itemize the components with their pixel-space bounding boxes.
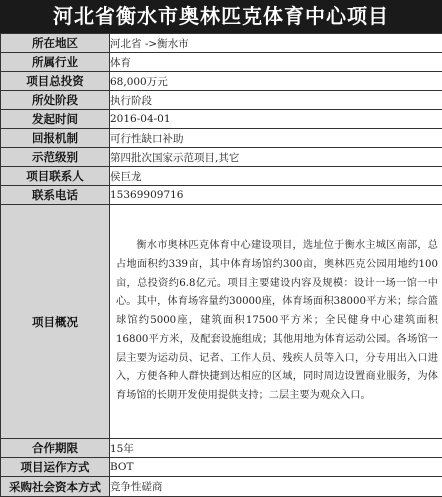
row-value: 可行性缺口补助	[110, 129, 442, 148]
table-row-total-investment	[1, 72, 442, 91]
row-label: 所属行业	[1, 53, 110, 72]
row-label: 所处阶段	[1, 91, 110, 110]
row-label: 项目运作方式	[1, 458, 110, 477]
table-row-region	[1, 34, 442, 53]
row-value: 68,000万元	[110, 72, 442, 91]
project-info-table	[0, 33, 442, 497]
table-row-industry	[1, 53, 442, 72]
row-label: 回报机制	[1, 129, 110, 148]
table-row-procurement-method	[1, 477, 442, 497]
row-value: 侯巨龙	[110, 167, 442, 186]
row-label: 合作期限	[1, 439, 110, 458]
row-value: 执行阶段	[110, 91, 442, 110]
row-value: 2016-04-01	[110, 110, 442, 129]
table-row-return-mechanism	[1, 129, 442, 148]
row-label: 发起时间	[1, 110, 110, 129]
table-row-cooperation-term	[1, 439, 442, 458]
table-row-overview	[1, 205, 442, 439]
table-row-contact-phone	[1, 186, 442, 205]
row-value: 竞争性磋商	[110, 477, 442, 497]
row-label: 项目概况	[1, 205, 110, 439]
table-row-launch-date	[1, 110, 442, 129]
row-value: 河北省 ->衡水市	[110, 34, 442, 53]
row-label: 采购社会资本方式	[1, 477, 110, 497]
page-title: 河北省衡水市奥林匹克体育中心项目	[0, 0, 442, 33]
row-label: 示范级别	[1, 148, 110, 167]
table-row-demo-level	[1, 148, 442, 167]
table-row-contact-person	[1, 167, 442, 186]
row-value: 第四批次国家示范项目,其它	[110, 148, 442, 167]
row-value: 15年	[110, 439, 442, 458]
row-label: 所在地区	[1, 34, 110, 53]
row-label: 联系电话	[1, 186, 110, 205]
row-value: 体育	[110, 53, 442, 72]
row-value: 15369909716	[110, 186, 442, 205]
table-row-stage	[1, 91, 442, 110]
row-value: BOT	[110, 458, 442, 477]
row-label: 项目联系人	[1, 167, 110, 186]
row-label: 项目总投资	[1, 72, 110, 91]
table-row-operation-mode	[1, 458, 442, 477]
project-overview-text: 衡水市奥林匹克体育中心建设项目，选址位于衡水主城区南部，总占地面积约339亩，其中体育场馆约300亩，奥林匹克公园用地约100亩，总投资约6.8亿元。项目主要建设内容及规模：设计一场一馆一中心。其中，体育场容量约30000座，体育场面积38000平方米；综合篮球馆约5000座，建筑面积17500平方米；全民健身中心建筑面积16800平方米，及配套设施组成；其他用地为体育运动公园。各场馆一层主要为运动员、记者、工作人员、残疾人员等入口，分专用出入口进入，方便各种人群快捷到达相应的区域，同时周边设置商业服务，为体育场馆的长期开发使用提供支持；二层主要为观众入口。	[110, 205, 442, 439]
